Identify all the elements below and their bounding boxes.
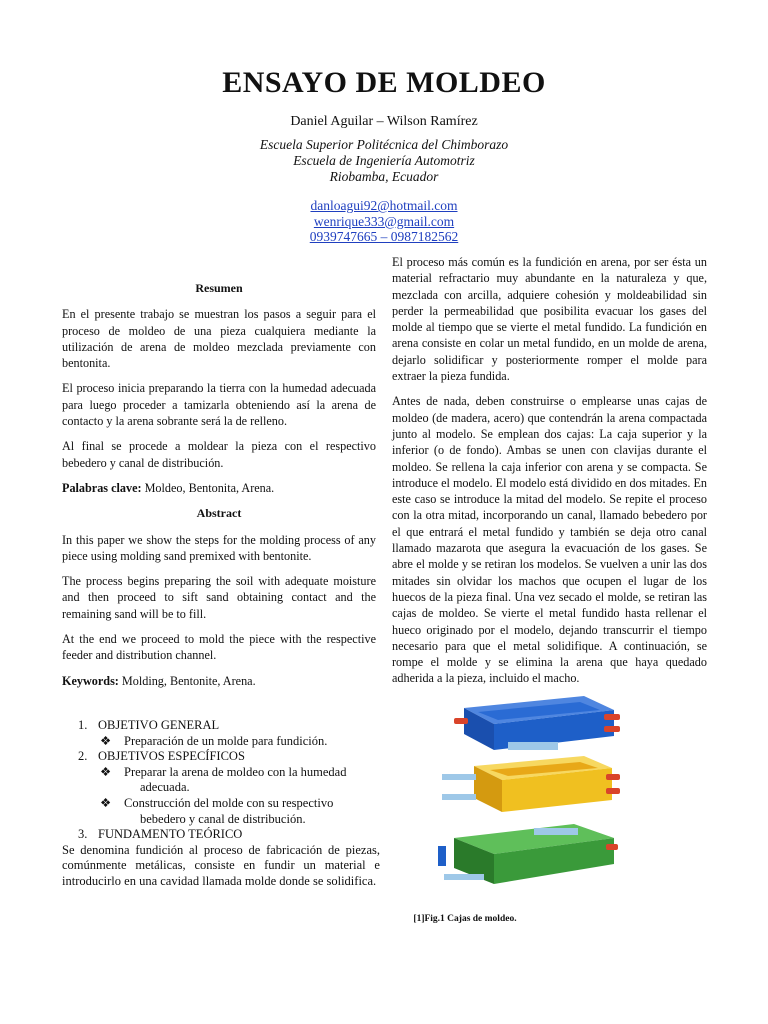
label-tag [444,874,484,880]
affiliation [0,137,768,185]
abstract-paragraph: At the end we proceed to mold the piece with the respective feeder and distribution channel. [62,632,376,663]
section-number: 3. [78,827,88,842]
section-number: 2. [78,749,88,764]
right-column [392,254,707,696]
diamond-bullet-icon: ❖ [100,764,112,779]
body-paragraph: El proceso más común es la fundición en arena, por ser ésta un material refractario muy abundante en la naturaleza y que, mezclada con arcilla, adquiere cohesión y moldeabilidad sin perder la permeabilidad que posibilita evacuar los gases del molde al tiempo que se vierte el metal fundido. La fundición en arena consiste en colar un metal fundido, en un molde de arena, dejarlo solidificar y posteriormente romper el molde para extraer la pieza fundida. [392,255,707,384]
affiliation-line: Riobamba, Ecuador [329,169,439,184]
figure-caption: [1]Fig.1 Cajas de moldeo. [413,914,517,924]
authors: Daniel Aguilar – Wilson Ramírez [290,114,478,129]
abstract-paragraph: In this paper we show the steps for the molding process of any piece using molding sand premixed with bentonite. [62,532,376,563]
keywords-label: Palabras clave: [62,480,142,495]
pin-icon [454,718,468,724]
section-3 [80,827,380,843]
upper-molding-box [454,696,620,750]
label-tag [442,794,476,800]
section-1 [80,718,380,734]
email-link[interactable]: wenrique333@gmail.com [313,213,455,229]
resumen-heading: Resumen [195,281,243,295]
pin-icon [606,788,620,794]
body-paragraph: Antes de nada, deben construirse o emplearse unas cajas de moldeo (de madera, acero) que contendrán la arena compactada junto al modelo. Se emplean dos cajas: La caja superior y la inferior (o de fondo). Ambas se unen con clavijas durante el moldeo. Se rellena la caja inferior con arena y se compacta. Se introduce el modelo. El modelo está dividido en dos mitades. En este caso se introduce la mitad del modelo. Se repite el proceso con la otra mitad, incorporando un canal, llamado bebedero por el que entrará el metal fundido y también se deja otro canal llamado mazarota que asegura la evacuación de los gases. Se abre el molde y se retiran los modelos. Se vuelven a unir las dos mitades sin olvidar los machos que ocupen el lugar de los huecos de la pieza final. Una vez secado el molde, se retiran las cajas de moldeo. Se vierte el metal fundido hasta rellenar el hueco originado por el modelo, dejando transcurrir el tiempo necesario para que el metal solidifique. A continuación, se rompe el molde y se elimina la arena que haya quedado adherida a la pieza, incluido el macho. [392,394,707,686]
lower-molding-box [442,742,620,812]
resumen-paragraph: En el presente trabajo se muestran los pasos a seguir para el proceso de moldeo de una pieza cualquiera mediante la utilización de arena de moldeo mezclada previamente con bentonita. [62,307,376,371]
section-title: OBJETIVOS ESPECÍFICOS [98,749,245,764]
diamond-bullet-icon: ❖ [100,795,112,810]
label-tag [534,828,578,835]
resumen-keywords [62,480,376,496]
paper-title: ENSAYO DE MOLDEO [222,66,546,99]
label-tag [508,742,558,750]
email-link[interactable]: danloagui92@hotmail.com [310,198,458,213]
affiliation-line: Escuela de Ingeniería Automotriz [293,153,475,168]
resumen-paragraph: Al final se procede a moldear la pieza con el respectivo bebedero y canal de distribución. [62,439,376,470]
pin-icon [604,726,620,732]
affiliation-line: Escuela Superior Politécnica del Chimborazo [259,137,509,152]
pin-icon [438,846,446,866]
abstract-keywords [62,673,376,689]
diamond-bullet-icon: ❖ [100,733,112,748]
bottom-board [438,824,618,884]
pin-icon [606,844,618,850]
left-column [62,280,376,698]
objective-item: ❖ Preparación de un molde para fundición. [100,733,328,748]
label-tag [442,774,476,780]
pin-icon [606,774,620,780]
resumen-paragraph: El proceso inicia preparando la tierra con la humedad adecuada para luego proceder a tamizarla obteniendo así la arena de contacto y la arena sobrante será la de relleno. [62,381,376,429]
sections-list [62,718,380,890]
keywords-label: Keywords: [62,673,119,688]
abstract-paragraph: The process begins preparing the soil with adequate moisture and then proceed to sift sand obtaining contact and the remaining sand will be to fill. [62,574,376,621]
molding-boxes-figure [434,688,634,900]
section-title: FUNDAMENTO TEÓRICO [98,827,243,842]
section-title: OBJETIVO GENERAL [98,718,220,732]
objective-item: ❖ Construcción del molde con su respectivo bebedero y canal de distribución. [100,795,334,826]
keywords-text: Molding, Bentonite, Arena. [118,673,256,688]
section-2 [80,749,380,765]
section-number: 1. [78,718,88,732]
pin-icon [604,714,620,720]
abstract-heading: Abstract [196,506,242,521]
phone-link[interactable]: 0939747665 – 0987182562 [309,229,459,244]
contacts [0,198,768,245]
keywords-text: Moldeo, Bentonita, Arena. [141,480,275,495]
section-3-text: Se denomina fundición al proceso de fabricación de piezas, comúnmente metálicas, consiste en fundir un material e introducirlo en una cavidad llamada molde donde se solidifica. [62,842,380,888]
objective-item: ❖ Preparar la arena de moldeo con la humedad adecuada. [100,764,347,795]
